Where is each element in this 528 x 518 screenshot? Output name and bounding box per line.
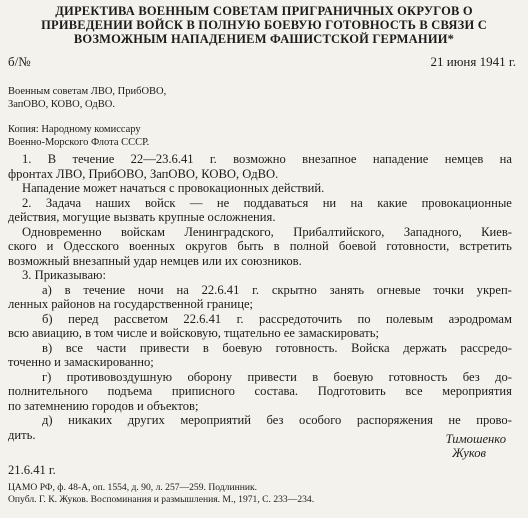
- body-line: Одновременно войскам Ленинградского, Прибалтийского, Западного, Киев-: [22, 224, 512, 239]
- body-line: полнительного подъема приписного состава. Подготовить все мероприятия: [8, 384, 512, 398]
- body-line: дить.: [8, 427, 36, 442]
- title-line: ВОЗМОЖНЫМ НАПАДЕНИЕМ ФАШИСТСКОЙ ГЕРМАНИИ*: [73, 32, 455, 46]
- closing-date: 21.6.41 г.: [8, 463, 56, 477]
- title-line: ДИРЕКТИВА ВОЕННЫМ СОВЕТАМ ПРИГРАНИЧНЫХ ОКРУГОВ О: [55, 4, 473, 18]
- addressee-line: ЗапОВО, КОВО, ОдВО.: [8, 98, 115, 110]
- document-date: 21 июня 1941 г.: [430, 54, 516, 69]
- body-line: фронтах ЛВО, ПрибОВО, ЗапОВО, КОВО, ОдВО.: [8, 166, 279, 181]
- body-line: точенно и замаскированно;: [8, 355, 154, 369]
- directive-body: [8, 152, 512, 442]
- copy-line: Военно-Морского Флота СССР.: [8, 136, 150, 148]
- body-line: всю авиацию, в том числе и войсковую, тщательно ее замаскировать;: [8, 326, 379, 340]
- body-line: г) противовоздушную оборону привести в боевую готовность без до-: [42, 369, 512, 384]
- body-line: 2. Задача наших войск — не поддаваться ни на какие провокационные: [22, 195, 512, 210]
- title-line: ПРИВЕДЕНИИ ВОЙСК В ПОЛНУЮ БОЕВУЮ ГОТОВНОСТЬ В СВЯЗИ С: [41, 18, 487, 32]
- signature-zhukov: Жуков: [452, 446, 486, 460]
- body-line: ского и Одесского военных округов быть в полной боевой готовности, встретить: [8, 239, 512, 253]
- body-line: д) никаких других мероприятий без особого распоряжения не прово-: [42, 413, 512, 427]
- copy-line: Копия: Народному комиссару: [8, 124, 141, 135]
- body-line: ленных районов на государственной границе;: [8, 297, 254, 311]
- source-footnote: [8, 482, 314, 506]
- signature-timoshenko: Тимошенко: [445, 432, 506, 446]
- document-title: [14, 4, 514, 46]
- body-line: 3. Приказываю:: [22, 268, 106, 282]
- footnote-line: Опубл. Г. К. Жуков. Воспоминания и размышления. М., 1971, С. 233—234.: [8, 494, 315, 505]
- signatures: [446, 432, 506, 460]
- footnote-line: ЦАМО РФ, ф. 48-А, оп. 1554, д. 90, л. 257—259. Подлинник.: [8, 482, 258, 493]
- copy-to-block: [8, 124, 149, 149]
- addressee-line: Военным советам ЛВО, ПрибОВО,: [8, 86, 167, 97]
- body-line: а) в течение ночи на 22.6.41 г. скрытно занять огневые точки укреп-: [42, 282, 512, 297]
- body-line: по затемнению городов и объектов;: [8, 398, 199, 413]
- body-line: возможный внезапный удар немцев или их союзников.: [8, 253, 302, 268]
- body-line: Нападение может начаться с провокационных действий.: [22, 181, 325, 195]
- document-number: б/№: [8, 54, 31, 69]
- body-line: действия, могущие вызвать крупные осложнения.: [8, 210, 276, 224]
- body-line: в) все части привести в боевую готовность. Войска держать рассредо-: [42, 340, 512, 355]
- body-line: б) перед рассветом 22.6.41 г. рассредоточить по полевым аэродромам: [42, 311, 512, 326]
- body-line: 1. В течение 22—23.6.41 г. возможно внезапное нападение немцев на: [22, 152, 512, 166]
- addressee-block: [8, 86, 166, 111]
